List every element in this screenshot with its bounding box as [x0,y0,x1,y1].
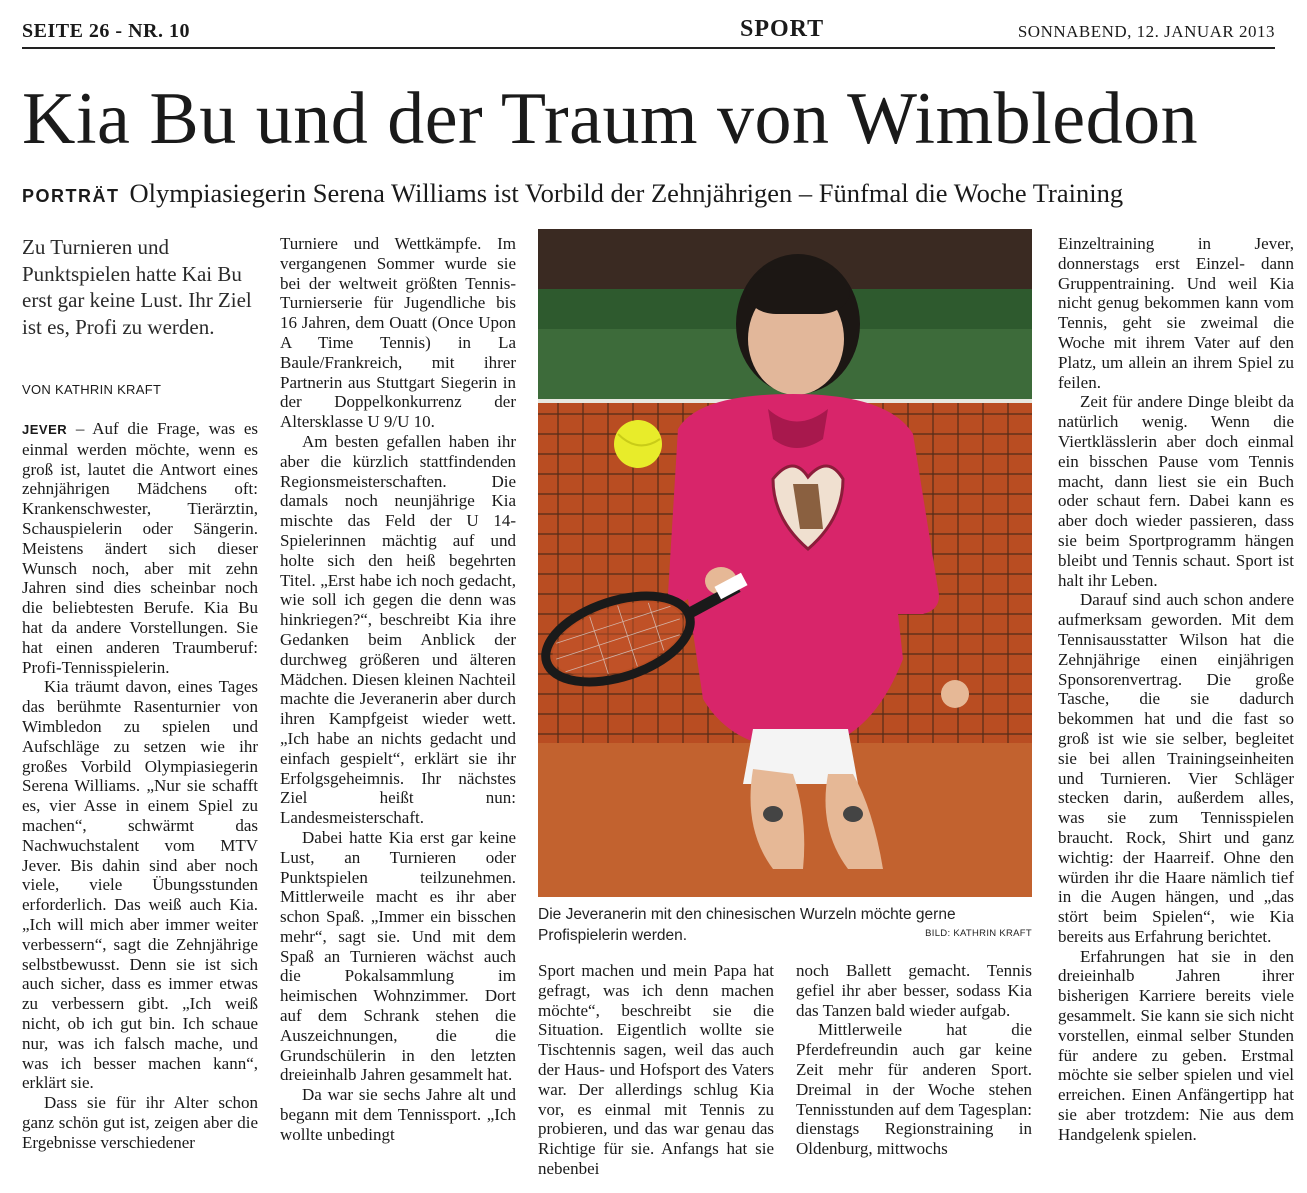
paragraph: Darauf sind auch schon andere aufmerksam geworden. Mit dem Tennisausstatter Wilson hat die Zehnjährige einen einjährigen Sponsorenvertrag. Die große Tasche, die sie dadurch bekommen hat und die fast so groß ist wie sie selber, begleitet sie bei allen Trainingseinheiten und Turnieren. Vier Schläger stecken darin, außerdem alles, was sie zum Tennisspielen braucht. Rock, Shirt und ganz wichtig: der Haarreif. Ohne den würden ihr die Haare nämlich tief in die Augen hängen, und „das stört beim Spielen“, wie Kia bereits aus Erfahrung berichtet. [1058,590,1294,946]
paragraph: noch Ballett gemacht. Tennis gefiel ihr aber besser, sodass Kia das Tanzen bald wieder aufgab. [796,961,1032,1020]
paragraph: Dabei hatte Kia erst gar keine Lust, an Turnieren oder Punktspielen teilzunehmen. Mittlerweile macht es ihr aber schon Spaß. „Immer ein bisschen mehr“, sagt sie. Und mit dem Spaß an Turnieren wächst auch die Pokalsammlung im heimischen Wohnzimmer. Dort auf dem Schrank stehen die Auszeichnungen, die die Grundschülerin in den letzten dreieinhalb Jahren gesammelt hat. [280,827,516,1085]
paragraph: Zeit für andere Dinge bleibt da natürlich wenig. Wenn die Viertklässlerin aber doch einmal ein bisschen Pause vom Tennis macht, dann liest sie ein Buch oder schaut fern. Dabei kann es aber doch wieder passieren, dass sie beim Sportprogramm hängen bleibt und Tennis schaut. Sport ist halt ihr Leben. [1058,392,1294,590]
section-name: SPORT [740,16,825,42]
subheadline-text: Olympiasiegerin Serena Williams ist Vorbild der Zehnjährigen – Fünfmal die Woche Training [129,178,1124,208]
dateline: JEVER [22,422,68,437]
headline: Kia Bu und der Traum von Wimbledon [22,78,1199,160]
paragraph-text: – Auf die Frage, was es einmal werden möchte, wenn es groß ist, lautet die Antwort eines zehnjährigen Mädchens oft: Krankenschwester, Tierärztin, Schauspielerin oder Sängerin. Meistens ändert sich dieser Wunsch noch, aber mit zehn Jahren sind dies scheinbar noch die beliebtesten Berufe. Kia Bu hat da andere Vorstellungen. Sie hat einen anderen Traumberuf: Profi-Tennisspielerin. [22,419,259,677]
photo-credit: BILD: KATHRIN KRAFT [925,928,1032,939]
photo-caption [538,904,1032,946]
tennis-photo [538,229,1032,897]
paragraph: Kia träumt davon, eines Tages das berühmte Rasenturnier von Wimbledon zu spielen und Aufschläge zu setzen wie ihr großes Vorbild Olympiasiegerin Serena Williams. „Nur sie schafft es, vier Asse in einem Spiel zu machen“, schwärmt das Nachwuchstalent vom MTV Jever. Bis dahin sind aber noch viele, viele Übungsstunden erforderlich. Das weiß auch Kia. „Ich will mich aber immer weiter verbessern“, sagt die Zehnjährige selbstbewusst. Denn sie ist sich auch sicher, dass es immer etwas zu verbessern gibt. „Ich weiß nicht, ob ich gut bin. Ich schaue nur, was ich falsch mache, und was ich besser machen kann“, erklärt sie. [22,677,258,1093]
paragraph: Turniere und Wettkämpfe. Im vergangenen Sommer wurde sie bei der weltweit größten Tennis-Turnierserie für Jugendliche bis 16 Jahren, dem Ouatt (Once Upon A Time Tennis) in La Baule/Frankreich, mit ihrer Partnerin aus Stuttgart Siegerin in der Doppelkonkurrenz der Altersklasse U 9/U 10. [280,234,516,432]
byline: VON KATHRIN KRAFT [22,382,162,397]
article-column-3 [538,961,774,1179]
paragraph [22,419,258,677]
page-number: SEITE 26 - NR. 10 [22,20,190,42]
paragraph: Einzeltraining in Jever, donnerstags erst Einzel- dann Gruppentraining. Und weil Kia nicht genug bekommen kann vom Tennis, geht sie zweimal die Woche mit ihrem Vater auf den Platz, um allein an ihrem Spiel zu feilen. [1058,234,1294,392]
paragraph: Dass sie für ihr Alter schon ganz schön gut ist, zeigen aber die Ergebnisse verschiedener [22,1093,258,1152]
caption-text: Die Jeveranerin mit den chinesischen Wurzeln möchte gerne Profispielerin werden. [538,906,956,944]
article-column-2 [280,234,516,1145]
paragraph: Da war sie sechs Jahre alt und begann mit dem Tennissport. „Ich wollte unbedingt [280,1085,516,1144]
paragraph: Sport machen und mein Papa hat gefragt, was ich denn machen möchte“, beschreibt sie die Situation. Eigentlich wollte sie Tischtennis sagen, weil das auch der Haus- und Hofsport des Vaters war. Der allerdings schlug Kia vor, es einmal mit Tennis zu probieren, und das war genau das Richtige für sie. Anfangs hat sie nebenbei [538,961,774,1178]
paragraph: Am besten gefallen haben ihr aber die kürzlich stattfindenden Regionsmeisterschaften. Die damals noch neunjährige Kia mischte das Feld der U 14-Spielerinnen mächtig auf und holte sich den heiß begehrten Titel. „Erst habe ich noch gedacht, wie soll ich gegen die denn was hinkriegen?“, beschreibt Kia ihre Gedanken beim Anblick der durchweg größeren und älteren Mädchen. Diesen kleinen Nachteil machte die Jeveranerin aber durch ihren Kampfgeist wieder wett. „Ich habe an nichts gedacht und einfach gespielt“, erklärt sie ihr Erfolgsgeheimnis. Ihr nächstes Ziel heißt nun: Landesmeisterschaft. [280,431,516,828]
header-rule [22,47,1275,49]
subheadline [22,178,1287,209]
paragraph: Erfahrungen hat sie in den dreieinhalb Jahren ihrer bisherigen Karriere bereits viele gesammelt. Sie kann sie sich nicht vorstellen, einmal selber Stunden für andere zu geben. Erstmal möchte sie selber spielen und viel erreichen. Einen Anfängertipp hat sie aber trotzdem: Nie aus dem Handgelenk spielen. [1058,946,1294,1144]
teaser: Zu Turnieren und Punktspielen hatte Kai Bu erst gar keine Lust. Ihr Ziel ist es, Profi zu werden. [22,235,252,339]
issue-date: SONNABEND, 12. JANUAR 2013 [1017,22,1275,41]
paragraph: Mittlerweile hat die Pferdefreundin auch gar keine Zeit mehr für anderen Sport. Dreimal in der Woche stehen Tennisstunden auf dem Tagesplan: dienstags Regionstraining in Oldenburg, mittwochs [796,1020,1032,1159]
article-column-4 [796,961,1032,1159]
kicker: PORTRÄT [22,186,120,206]
article-photo [538,229,1032,897]
article-column-1 [22,419,258,1152]
article-column-5 [1058,234,1294,1145]
